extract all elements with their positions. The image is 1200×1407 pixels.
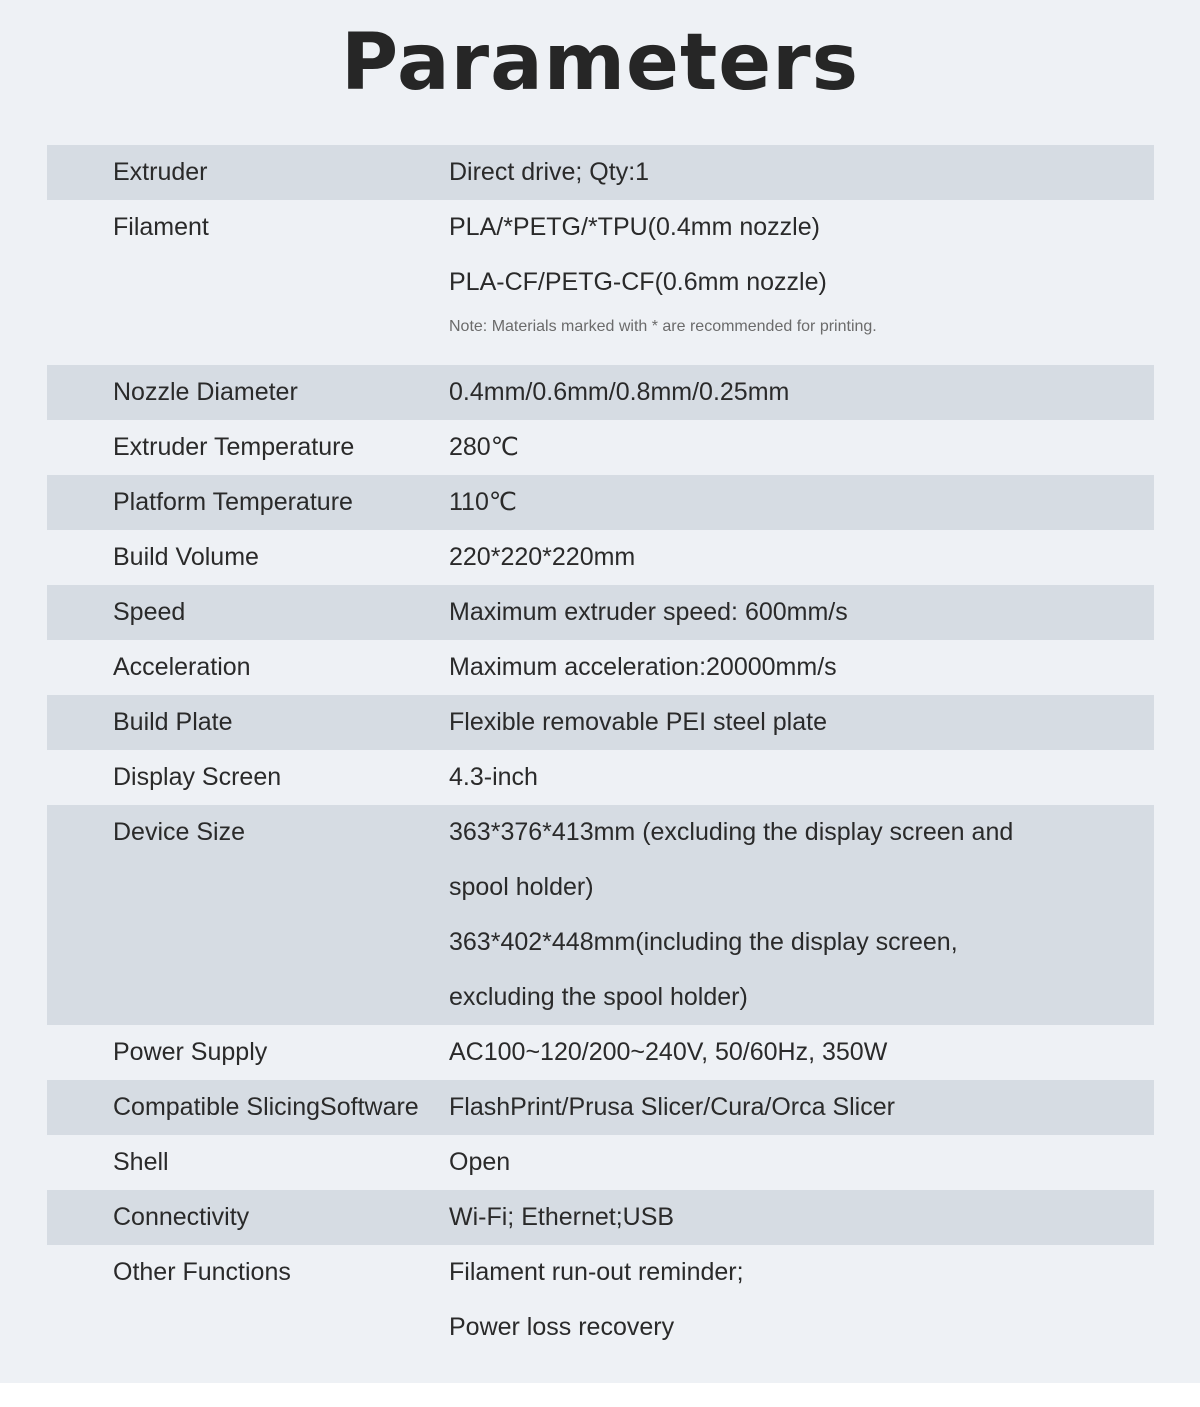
spec-values [449,1190,1154,1245]
spec-values [449,420,1154,475]
spec-value: 363*376*413mm (excluding the display screen and [449,818,1014,846]
spec-row-extruder-temperature [47,420,1154,475]
spec-value: AC100~120/200~240V, 50/60Hz, 350W [449,1038,888,1066]
spec-label: Shell [113,1148,169,1176]
spec-values [449,805,1154,1025]
spec-value: 110℃ [449,488,517,516]
spec-value: spool holder) [449,873,594,901]
spec-row-build-plate [47,695,1154,750]
spec-value: FlashPrint/Prusa Slicer/Cura/Orca Slicer [449,1093,895,1121]
spec-value: 4.3-inch [449,763,538,791]
spec-row-extruder [47,145,1154,200]
spec-label: Acceleration [113,653,251,681]
spec-label: Build Plate [113,708,233,736]
spec-values [449,1080,1154,1135]
spec-note: Note: Materials marked with * are recommended for printing. [449,318,877,335]
spec-value: Flexible removable PEI steel plate [449,708,827,736]
spec-label: Power Supply [113,1038,268,1066]
spec-value: 220*220*220mm [449,543,636,571]
spec-values [449,750,1154,805]
spec-value: Filament run-out reminder; [449,1258,744,1286]
spec-values [449,145,1154,200]
spec-values [449,640,1154,695]
spec-values [449,585,1154,640]
spec-row-acceleration [47,640,1154,695]
spec-value: Open [449,1148,511,1176]
spec-value: 280℃ [449,433,519,461]
spec-label: Connectivity [113,1203,250,1231]
spec-label: Extruder Temperature [113,433,355,461]
spec-values [449,475,1154,530]
spec-table [47,145,1154,1355]
spec-row-shell [47,1135,1154,1190]
spec-values [449,365,1154,420]
page-title: Parameters [340,18,860,108]
spec-values [449,1025,1154,1080]
spec-value: Maximum extruder speed: 600mm/s [449,598,848,626]
spec-row-connectivity [47,1190,1154,1245]
spec-value: excluding the spool holder) [449,983,748,1011]
spec-value: Maximum acceleration:20000mm/s [449,653,837,681]
spec-value: Wi-Fi; Ethernet;USB [449,1203,675,1231]
spec-label: Platform Temperature [113,488,353,516]
spec-label: Display Screen [113,763,282,791]
spec-row-nozzle-diameter [47,365,1154,420]
spec-row-other-functions [47,1245,1154,1355]
spec-row-platform-temperature [47,475,1154,530]
spec-label: Extruder [113,158,208,186]
spec-row-compatible-slicing-software [47,1080,1154,1135]
spec-row-power-supply [47,1025,1154,1080]
spec-row-filament [47,200,1154,365]
spec-label: Compatible SlicingSoftware [113,1093,419,1121]
spec-label: Filament [113,213,209,241]
spec-label: Nozzle Diameter [113,378,298,406]
spec-values [449,200,1154,365]
spec-value: 363*402*448mm(including the display screen, [449,928,958,956]
spec-value: Power loss recovery [449,1313,675,1341]
spec-value: Direct drive; Qty:1 [449,158,650,186]
spec-label: Build Volume [113,543,259,571]
spec-value: PLA/*PETG/*TPU(0.4mm nozzle) [449,213,820,241]
spec-values [449,695,1154,750]
spec-values [449,1245,1154,1355]
spec-value: 0.4mm/0.6mm/0.8mm/0.25mm [449,378,790,406]
spec-value: PLA-CF/PETG-CF(0.6mm nozzle) [449,268,827,296]
spec-row-speed [47,585,1154,640]
spec-label: Other Functions [113,1258,291,1286]
spec-row-device-size [47,805,1154,1025]
spec-values [449,530,1154,585]
spec-row-display-screen [47,750,1154,805]
spec-values [449,1135,1154,1190]
spec-label: Speed [113,598,186,626]
spec-row-build-volume [47,530,1154,585]
spec-label: Device Size [113,818,245,846]
